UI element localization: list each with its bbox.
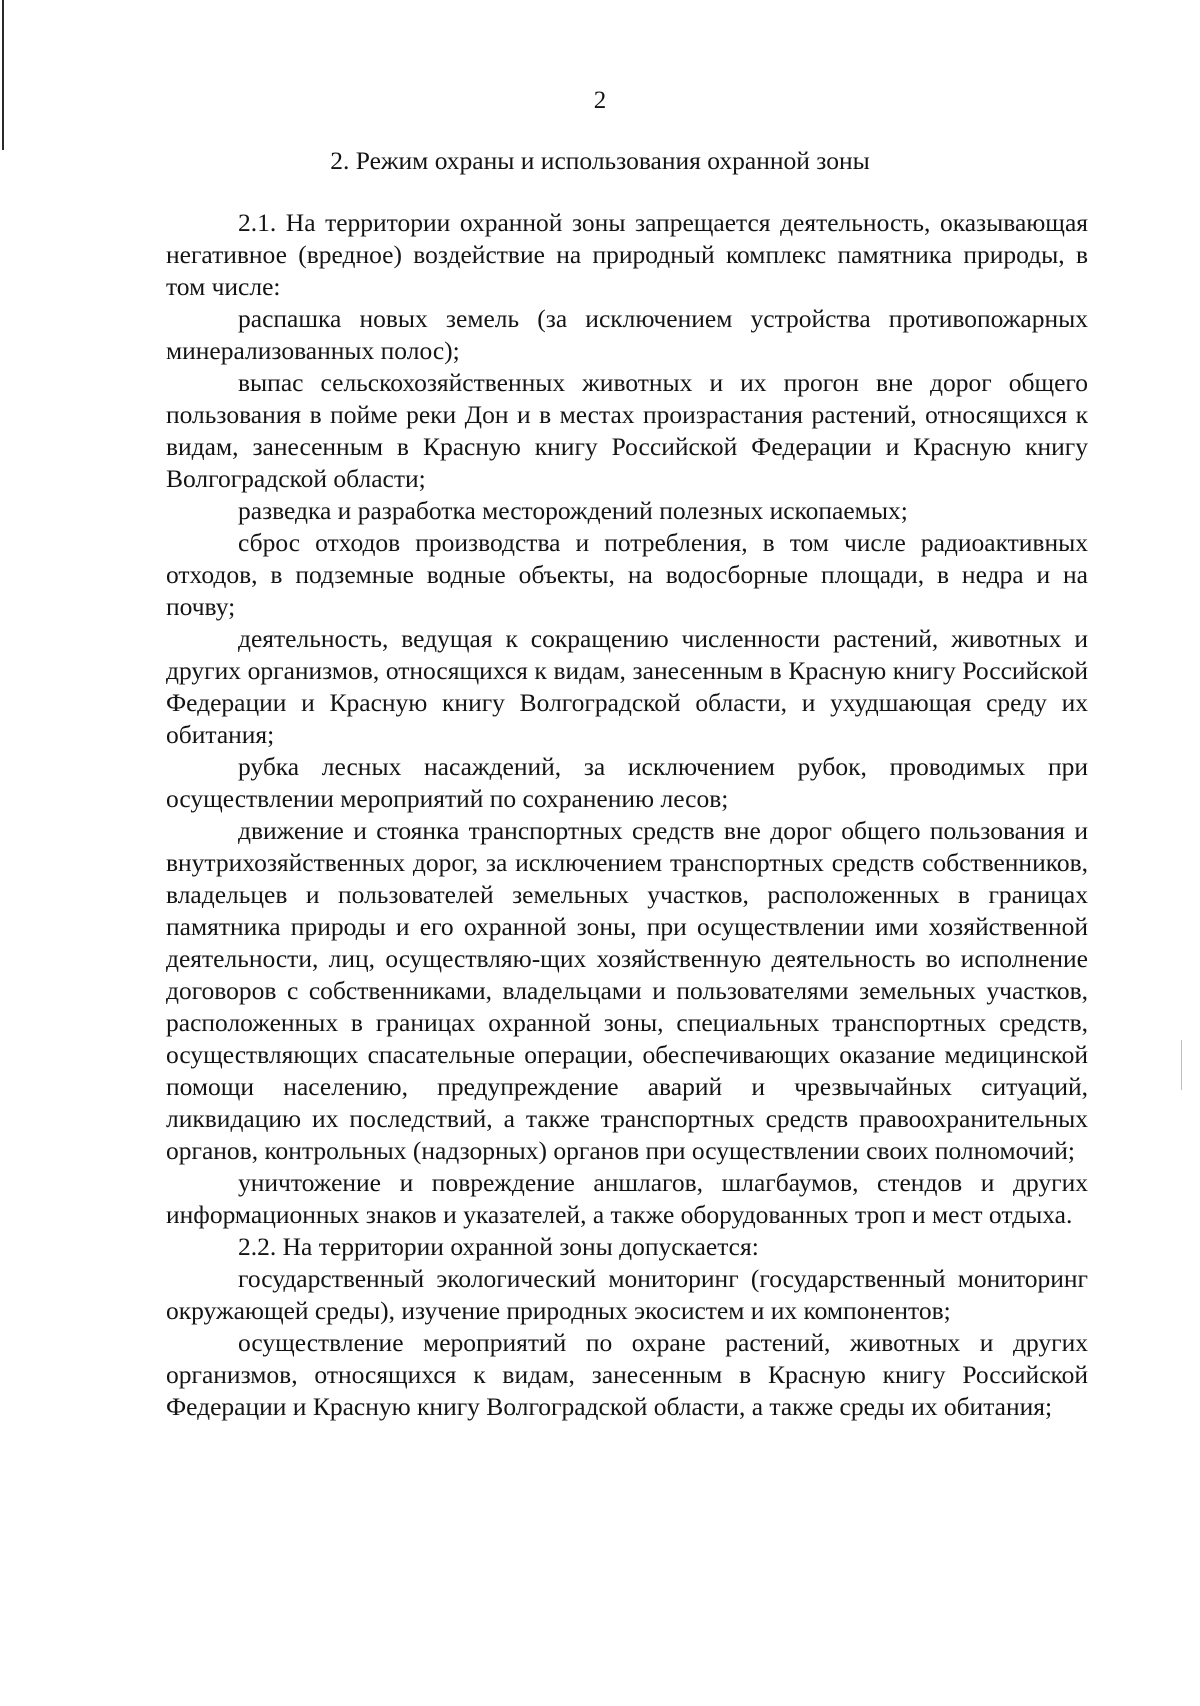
scan-edge-mark <box>1181 1040 1182 1090</box>
document-body <box>166 207 1088 1423</box>
scan-edge-line <box>2 0 4 150</box>
list-item-population-decline: деятельность, ведущая к сокращению численности растений, животных и других организмов, относящихся к видам, занесенным в Красную книгу Российской Федерации и Красную книгу Волгоградской области, и ухудшающая среду их обитания; <box>166 624 1088 749</box>
page-number: 2 <box>593 87 607 114</box>
list-item-logging: рубка лесных насаждений, за исключением рубок, проводимых при осуществлении мероприятий по сохранению лесов; <box>166 752 1088 813</box>
paragraph-2-2-intro: 2.2. На территории охранной зоны допускается: <box>238 1232 759 1261</box>
list-item-sign-damage: уничтожение и повреждение аншлагов, шлагбаумов, стендов и других информационных знаков и указателей, а также оборудованных троп и мест отдыха. <box>166 1168 1088 1229</box>
paragraph-2-1-intro: 2.1. На территории охранной зоны запрещается деятельность, оказывающая негативное (вредное) воздействие на природный комплекс памятника природы, в том числе: <box>166 208 1088 301</box>
list-item-monitoring: государственный экологический мониторинг (государственный мониторинг окружающей среды), изучение природных экосистем и их компонентов; <box>166 1264 1088 1325</box>
list-item-grazing: выпас сельскохозяйственных животных и их прогон вне дорог общего пользования в пойме реки Дон и в местах произрастания растений, относящихся к видам, занесенным в Красную книгу Российской Федерации и Красную книгу Волгоградской области; <box>166 368 1088 493</box>
list-item-waste-discharge: сброс отходов производства и потребления, в том числе радиоактивных отходов, в подземные водные объекты, на водосборные площади, в недра и на почву; <box>166 528 1088 621</box>
section-title: 2. Режим охраны и использования охранной зоны <box>330 146 870 175</box>
list-item-plowing: распашка новых земель (за исключением устройства противопожарных минерализованных полос); <box>166 304 1088 365</box>
list-item-species-protection: осуществление мероприятий по охране растений, животных и других организмов, относящихся к видам, занесенным в Красную книгу Российской Федерации и Красную книгу Волгоградской области, а также среды их обитания; <box>166 1328 1088 1421</box>
list-item-vehicle-traffic: движение и стоянка транспортных средств вне дорог общего пользования и внутрихозяйственных дорог, за исключением транспортных средств собственников, владельцев и пользователей земельных участков, расположенных в границах памятника природы и его охранной зоны, при осуществлении ими хозяйственной деятельности, лиц, осуществляю-щих хозяйственную деятельность во исполнение договоров с собственниками, владельцами и пользователями земельных участков, расположенных в границах охранной зоны, специальных транспортных средств, осуществляющих спасательные операции, обеспечивающих оказание медицинской помощи населению, предупреждение аварий и чрезвычайных ситуаций, ликвидацию их последствий, а также транспортных средств правоохранительных органов, контрольных (надзорных) органов при осуществлении своих полномочий; <box>166 816 1088 1165</box>
list-item-mining: разведка и разработка месторождений полезных ископаемых; <box>238 496 908 525</box>
